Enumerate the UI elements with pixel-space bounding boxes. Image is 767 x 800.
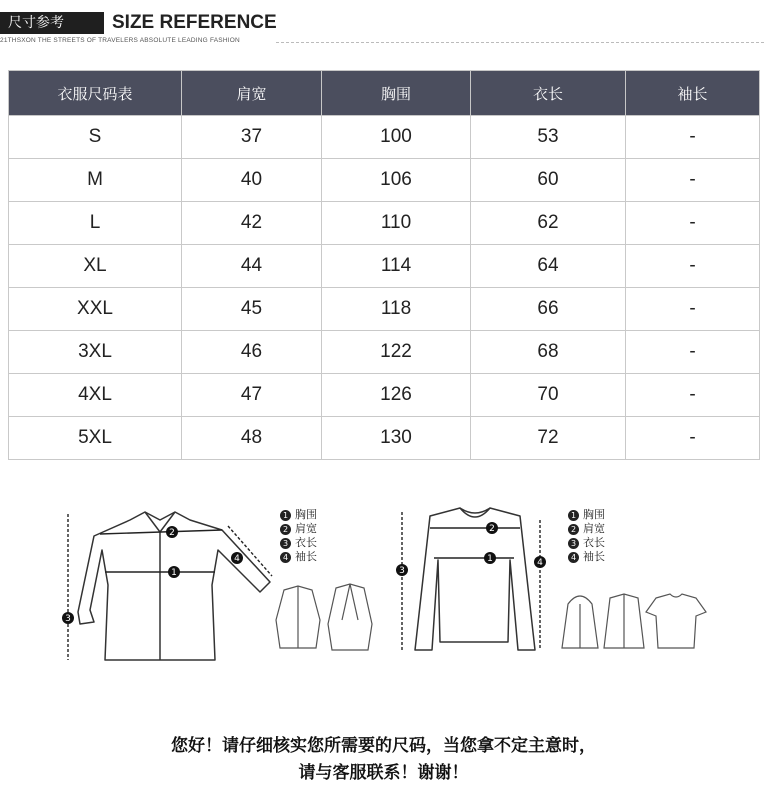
sweater-body-outline — [415, 508, 535, 650]
cell-shoulder: 40 — [182, 159, 322, 202]
cell-chest: 122 — [322, 331, 471, 374]
cell-shoulder: 37 — [182, 116, 322, 159]
marker-1: 1 — [487, 554, 493, 564]
col-header-shoulder: 肩宽 — [182, 71, 322, 116]
cell-chest: 106 — [322, 159, 471, 202]
legend-item — [280, 522, 317, 536]
cell-length: 53 — [471, 116, 626, 159]
shirt-markers — [62, 526, 243, 624]
table-row — [9, 288, 760, 331]
cell-size: XXL — [9, 288, 182, 331]
cell-size: 5XL — [9, 417, 182, 460]
col-header-chest: 胸围 — [322, 71, 471, 116]
legend-label: 肩宽 — [295, 522, 317, 535]
legend-number-icon: 3 — [568, 538, 579, 549]
cell-sleeve: - — [626, 374, 760, 417]
cell-chest: 130 — [322, 417, 471, 460]
footer-note — [0, 733, 767, 787]
legend-item — [568, 522, 605, 536]
cell-size: 4XL — [9, 374, 182, 417]
cell-chest: 126 — [322, 374, 471, 417]
header-title: SIZE REFERENCE — [112, 12, 277, 33]
legend-number-icon: 1 — [280, 510, 291, 521]
measurement-diagrams — [0, 500, 767, 670]
header-subline: 21THSXON THE STREETS OF TRAVELERS ABSOLUTE LEADING FASHION — [0, 37, 240, 44]
cell-sleeve: - — [626, 116, 760, 159]
table-row — [9, 374, 760, 417]
legend-label: 衣长 — [583, 536, 605, 549]
cell-sleeve: - — [626, 288, 760, 331]
sleeve-line — [228, 526, 272, 576]
col-header-size: 衣服尺码表 — [9, 71, 182, 116]
legend-number-icon: 4 — [568, 552, 579, 563]
cell-size: L — [9, 202, 182, 245]
cell-sleeve: - — [626, 202, 760, 245]
cell-sleeve: - — [626, 417, 760, 460]
cell-length: 68 — [471, 331, 626, 374]
table-row — [9, 417, 760, 460]
legend-number-icon: 3 — [280, 538, 291, 549]
cell-shoulder: 42 — [182, 202, 322, 245]
cell-length: 62 — [471, 202, 626, 245]
cell-length: 64 — [471, 245, 626, 288]
legend-label: 衣长 — [295, 536, 317, 549]
legend-item — [568, 536, 605, 550]
cell-shoulder: 45 — [182, 288, 322, 331]
legend-label: 袖长 — [295, 550, 317, 563]
legend-label: 胸围 — [295, 508, 317, 521]
table-row — [9, 331, 760, 374]
table-row — [9, 159, 760, 202]
marker-3: 3 — [399, 566, 405, 576]
legend-number-icon: 4 — [280, 552, 291, 563]
header-tag: 尺寸参考 — [0, 12, 104, 34]
cell-size: S — [9, 116, 182, 159]
cell-sleeve: - — [626, 331, 760, 374]
table-row — [9, 202, 760, 245]
cell-length: 70 — [471, 374, 626, 417]
table-row — [9, 245, 760, 288]
legend-left — [280, 508, 317, 564]
table-row — [9, 116, 760, 159]
sweater-diagram — [390, 500, 560, 670]
denim-jacket-icon — [276, 586, 320, 648]
legend-item — [280, 508, 317, 522]
cell-length: 66 — [471, 288, 626, 331]
legend-item — [568, 550, 605, 564]
legend-right — [568, 508, 605, 564]
marker-3: 3 — [65, 614, 71, 624]
cell-chest: 118 — [322, 288, 471, 331]
cell-sleeve: - — [626, 159, 760, 202]
cardigan-icon — [604, 594, 644, 648]
cell-shoulder: 47 — [182, 374, 322, 417]
tshirt-icon — [646, 594, 706, 648]
cell-size: XL — [9, 245, 182, 288]
legend-number-icon: 1 — [568, 510, 579, 521]
legend-item — [568, 508, 605, 522]
cell-shoulder: 46 — [182, 331, 322, 374]
size-table-header-row — [9, 71, 760, 116]
marker-4: 4 — [234, 554, 240, 564]
cell-length: 60 — [471, 159, 626, 202]
cell-sleeve: - — [626, 245, 760, 288]
header-divider — [276, 42, 764, 43]
cell-chest: 110 — [322, 202, 471, 245]
col-header-sleeve: 袖长 — [626, 71, 760, 116]
legend-number-icon: 2 — [568, 524, 579, 535]
footer-line-1: 您好！请仔细核实您所需要的尺码，当您拿不定主意时， — [171, 736, 596, 756]
marker-1: 1 — [171, 568, 177, 578]
marker-4: 4 — [537, 558, 543, 568]
header — [0, 6, 767, 46]
legend-label: 袖长 — [583, 550, 605, 563]
legend-item — [280, 550, 317, 564]
legend-item — [280, 536, 317, 550]
marker-2: 2 — [169, 528, 175, 538]
size-table — [8, 70, 760, 460]
blazer-icon — [328, 584, 372, 650]
legend-label: 胸围 — [583, 508, 605, 521]
cell-size: 3XL — [9, 331, 182, 374]
cell-shoulder: 44 — [182, 245, 322, 288]
garment-icons-right — [560, 588, 710, 658]
hoodie-icon — [562, 596, 598, 648]
cell-chest: 100 — [322, 116, 471, 159]
cell-length: 72 — [471, 417, 626, 460]
marker-2: 2 — [489, 524, 495, 534]
footer-line-2: 请与客服联系！谢谢！ — [298, 763, 469, 783]
cell-size: M — [9, 159, 182, 202]
cell-shoulder: 48 — [182, 417, 322, 460]
legend-number-icon: 2 — [280, 524, 291, 535]
shirt-diagram — [50, 500, 280, 670]
jacket-icons-left — [270, 580, 380, 655]
cell-chest: 114 — [322, 245, 471, 288]
col-header-length: 衣长 — [471, 71, 626, 116]
legend-label: 肩宽 — [583, 522, 605, 535]
